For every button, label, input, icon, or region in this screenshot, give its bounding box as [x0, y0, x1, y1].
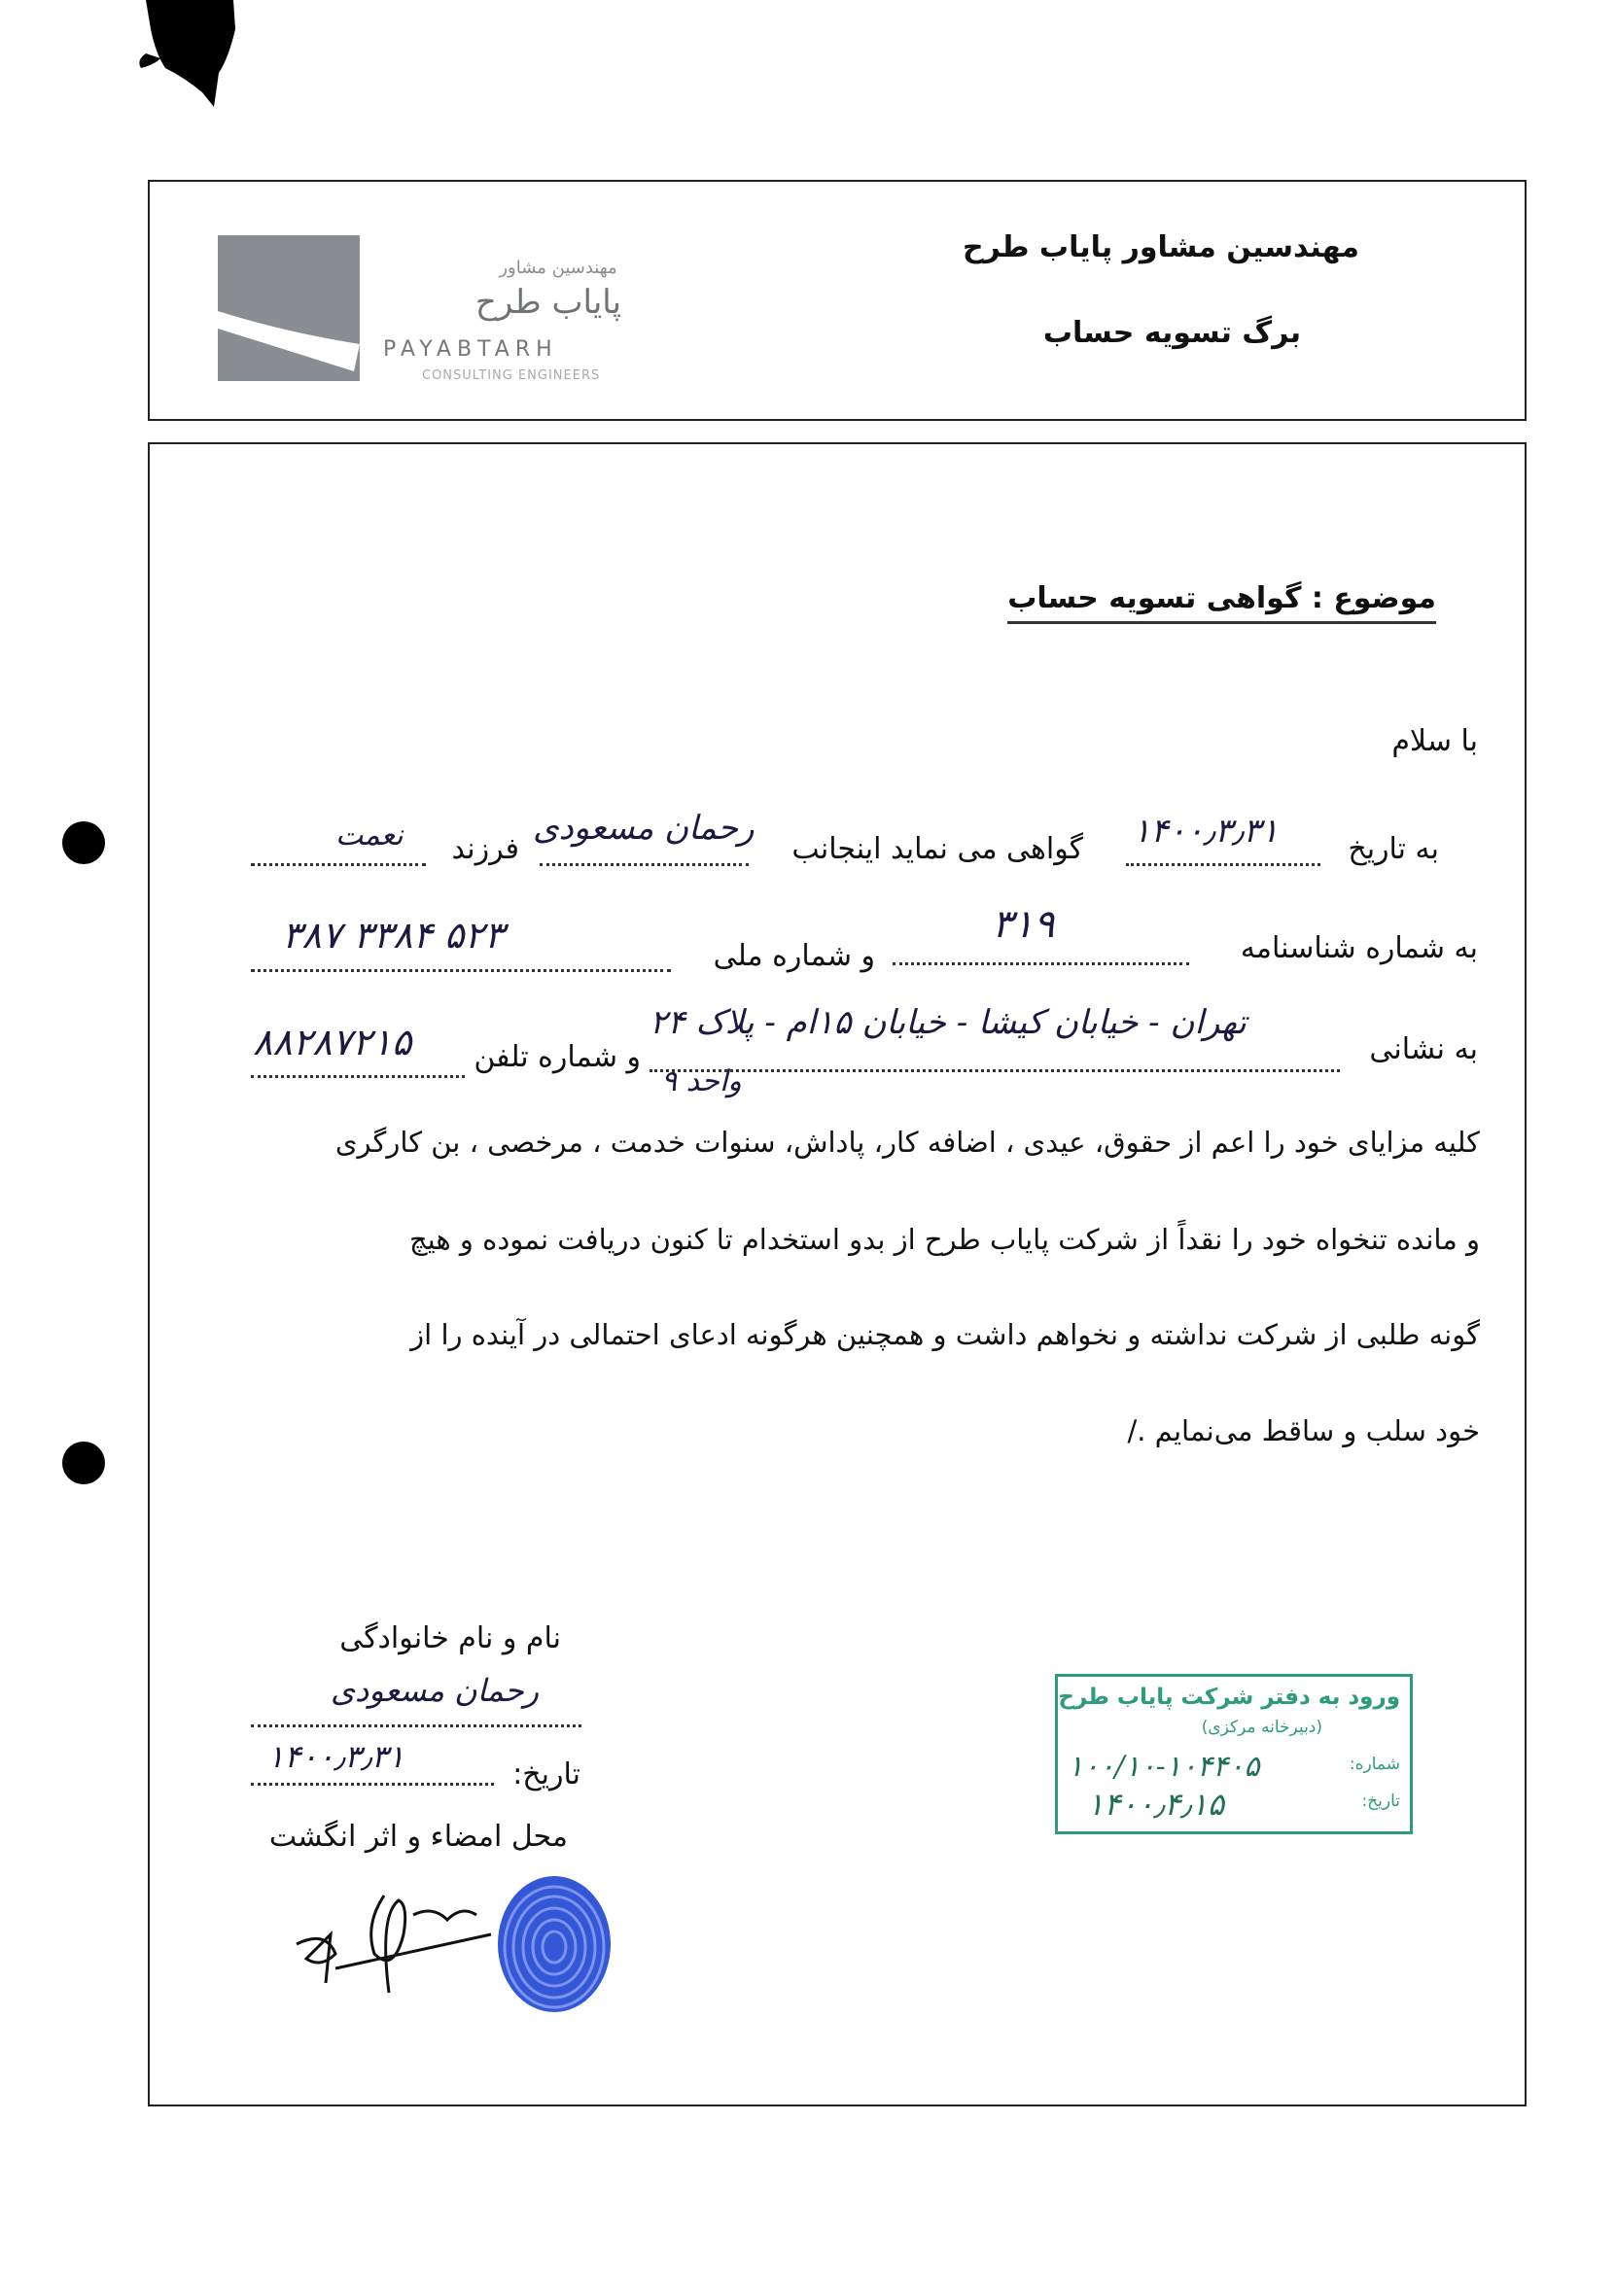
- date-dotted-line: [1126, 852, 1320, 866]
- phone-handwritten: ۸۸۲۸۷۲۱۵: [253, 1021, 412, 1063]
- label-date: به تاریخ: [1348, 832, 1439, 866]
- name-dotted-line: [540, 852, 749, 866]
- label-child-of: فرزند: [451, 832, 519, 866]
- address-handwritten: تهران - خیابان کیشا - خیابان ۱۵ام - پلاک ۲۴: [650, 1003, 1247, 1042]
- body-line-3: گونه طلبی از شرکت نداشته و نخواهم داشت و همچنین هرگونه ادعای احتمالی در آینده را از: [410, 1318, 1480, 1351]
- address-extra-handwritten: واحد ۹: [661, 1064, 742, 1098]
- letter-box: [148, 442, 1527, 2106]
- document-type: برگ تسویه حساب: [1042, 316, 1301, 350]
- stamp-subtitle: (دبیرخانه مرکزی): [1201, 1718, 1322, 1737]
- phone-dotted-line: [251, 1063, 465, 1078]
- signature-date-handwritten: ۱۴۰۰٫۳٫۳۱: [267, 1738, 405, 1775]
- body-line-1: کلیه مزایای خود را اعم از حقوق، عیدی ، اضافه کار، پاداش، سنوات خدمت ، مرخصی ، بن کارگری: [334, 1126, 1480, 1159]
- label-address: به نشانی: [1369, 1032, 1478, 1066]
- name-handwritten: رحمان مسعودی: [533, 809, 755, 848]
- body-line-4: خود سلب و ساقط می‌نمایم ./: [1127, 1414, 1480, 1447]
- logo-mark: [218, 235, 360, 381]
- scan-blemish: [126, 0, 243, 117]
- registration-stamp: [1055, 1674, 1413, 1834]
- company-name: مهندسین مشاور پایاب طرح: [962, 230, 1359, 264]
- label-phone: و شماره تلفن: [474, 1040, 641, 1074]
- label-signature-date: تاریخ:: [512, 1757, 580, 1792]
- signer-name-dotted-line: [251, 1713, 581, 1727]
- father-handwritten: نعمت: [335, 818, 404, 852]
- logo-swoosh-icon: [218, 235, 360, 381]
- date-handwritten: ۱۴۰۰٫۳٫۳۱: [1133, 812, 1279, 851]
- label-national-id: و شماره ملی: [713, 939, 875, 973]
- father-dotted-line: [251, 852, 426, 866]
- stamp-number-value: ۱۰۰/۱۰-۱۰۴۴۰۵: [1068, 1750, 1260, 1784]
- logo-en-sub: CONSULTING ENGINEERS: [422, 368, 601, 383]
- fingerprint: [491, 1871, 617, 2017]
- stamp-label-number: شماره:: [1349, 1755, 1400, 1774]
- body-line-2: و مانده تنخواه خود را نقداً از شرکت پایاب طرح از بدو استخدام تا کنون دریافت نموده و هیچ: [408, 1223, 1480, 1256]
- punch-hole-lower: [62, 1442, 105, 1484]
- id-handwritten: ۳۱۹: [992, 902, 1055, 947]
- punch-hole-upper: [62, 821, 105, 864]
- id-dotted-line: [893, 951, 1189, 965]
- national-id-handwritten: ۳۸۷ ۳۳۸۴ ۵۲۳: [282, 914, 505, 957]
- stamp-date-value: ۱۴۰۰٫۴٫۱۵: [1087, 1786, 1225, 1823]
- label-full-name: نام و نام خانوادگی: [339, 1621, 561, 1655]
- logo-fa-large: پایاب طرح: [474, 283, 622, 322]
- address-dotted-line: [650, 1058, 1340, 1072]
- signature-scribble: [277, 1876, 501, 2012]
- national-id-dotted-line: [251, 957, 671, 972]
- stamp-title: ورود به دفتر شرکت پایاب طرح: [1058, 1685, 1400, 1710]
- label-signature-place: محل امضاء و اثر انگشت: [268, 1820, 568, 1854]
- greeting: با سلام: [1391, 724, 1478, 758]
- label-id-number: به شماره شناسنامه: [1240, 931, 1478, 965]
- stamp-label-date: تاریخ:: [1361, 1792, 1400, 1811]
- signer-name-handwritten: رحمان مسعودی: [331, 1672, 540, 1709]
- letter-subject: موضوع : گواهی تسویه حساب: [1007, 581, 1436, 624]
- logo-fa-small: مهندسین مشاور: [499, 258, 617, 278]
- label-certify: گواهی می نماید اینجانب: [791, 832, 1083, 866]
- logo-en: PAYABTARH: [383, 337, 558, 362]
- header-box: [148, 180, 1527, 421]
